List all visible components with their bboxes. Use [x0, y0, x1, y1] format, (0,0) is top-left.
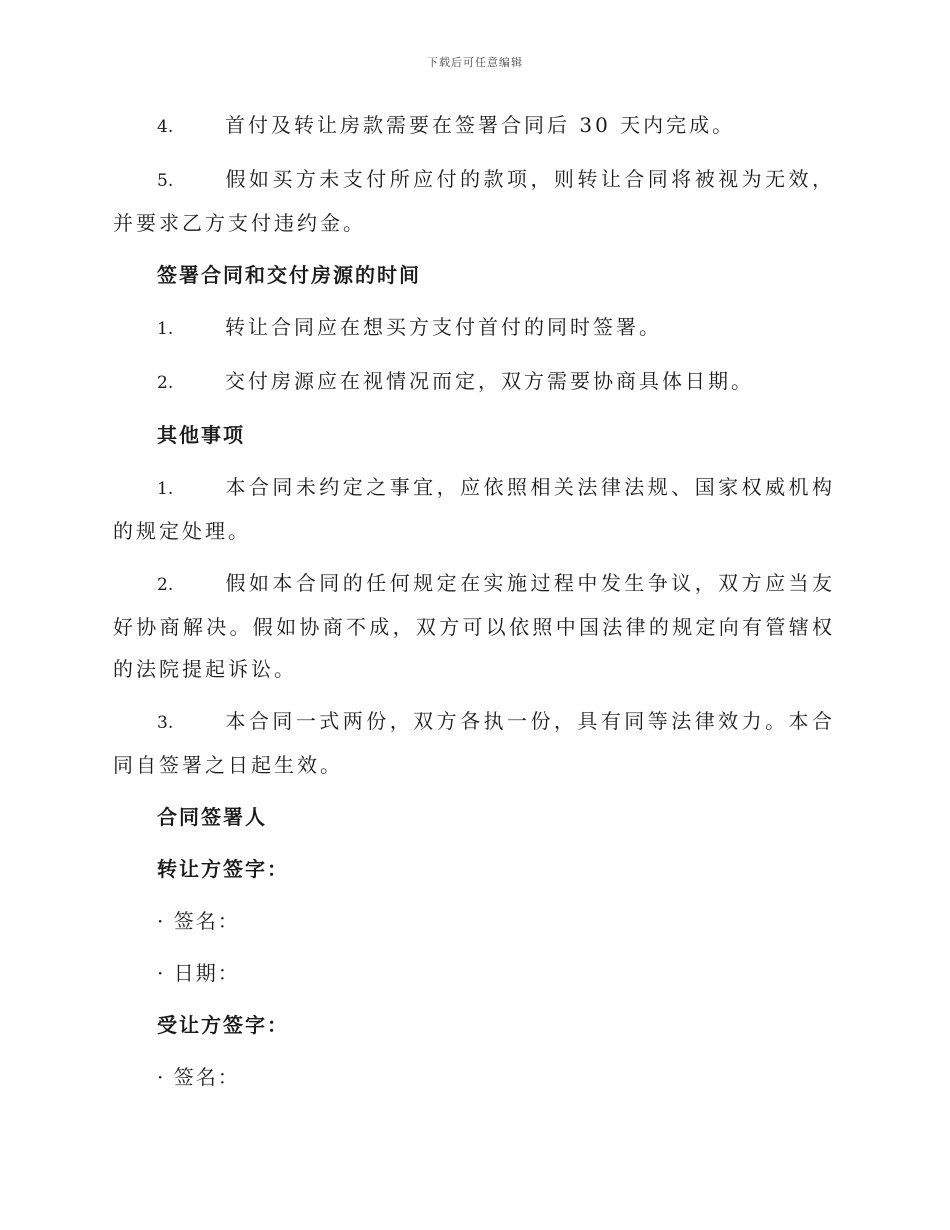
item-text: 本合同一式两份，双方各执一份，具有同等法律效力。本合同自签署之日起生效。 — [113, 709, 835, 777]
item-number: 5. — [157, 171, 174, 191]
item-number: 2. — [157, 575, 174, 595]
section-heading-signatories: 合同签署人 — [157, 805, 267, 829]
other-item-1 — [113, 466, 835, 552]
item-text: 本合同未约定之事宜，应依照相关法律法规、国家权威机构的规定处理。 — [113, 475, 835, 543]
item-text: 假如本合同的任何规定在实施过程中发生争议，双方应当友好协商解决。假如协商不成，双方可以依照中国法律的规定向有管辖权的法院提起诉讼。 — [113, 571, 835, 681]
other-item-2 — [113, 562, 835, 690]
transferor-date-field: · 日期： — [157, 961, 240, 985]
item-text: 假如买方未支付所应付的款项，则转让合同将被视为无效，并要求乙方支付违约金。 — [113, 167, 835, 235]
other-item-3 — [113, 700, 835, 786]
transferee-sign-field: · 签名： — [157, 1065, 240, 1089]
section-heading-signing-delivery: 签署合同和交付房源的时间 — [157, 263, 421, 287]
item-number: 1. — [157, 319, 174, 339]
payment-item-5 — [113, 158, 835, 244]
item-text: 首付及转让房款需要在签署合同后 30 天内完成。 — [225, 113, 736, 137]
page-header: 下载后可任意编辑 — [427, 56, 523, 69]
item-number: 4. — [157, 117, 174, 137]
transferor-signature-heading: 转让方签字： — [157, 857, 289, 881]
signing-item-1 — [113, 306, 835, 350]
signing-item-2 — [113, 360, 835, 404]
transferor-sign-field: · 签名： — [157, 909, 240, 933]
item-text: 转让合同应在想买方支付首付的同时签署。 — [225, 315, 662, 339]
transferee-signature-heading: 受让方签字： — [157, 1013, 289, 1037]
payment-item-4 — [113, 104, 835, 148]
item-number: 1. — [157, 479, 174, 499]
item-number: 2. — [157, 373, 174, 393]
item-text: 交付房源应在视情况而定，双方需要协商具体日期。 — [225, 369, 754, 393]
item-number: 3. — [157, 713, 174, 733]
document-body — [113, 104, 835, 1108]
section-heading-other: 其他事项 — [157, 423, 245, 447]
